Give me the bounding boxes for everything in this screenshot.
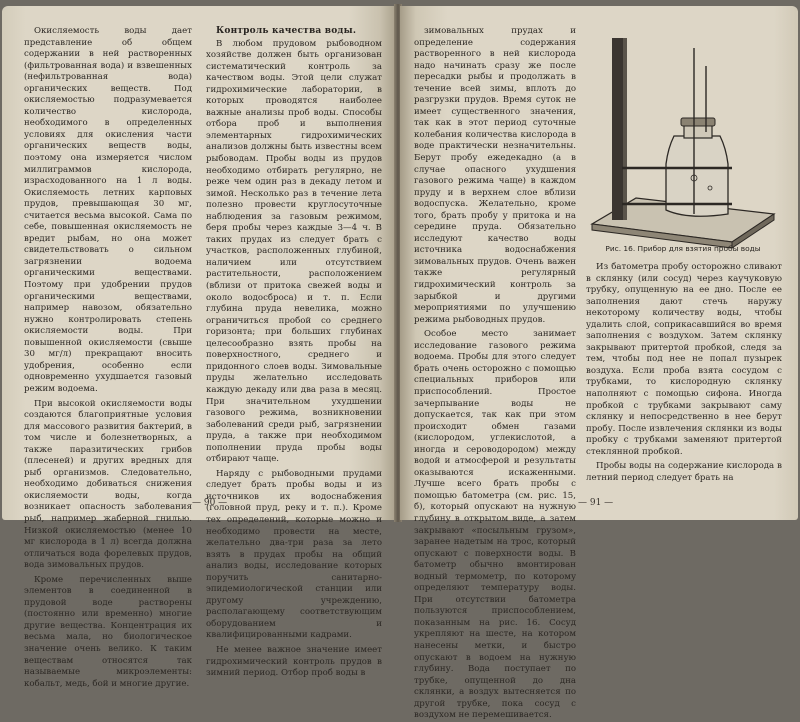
paragraph: Не менее важное значение имеет гидрохимический контроль прудов в зимний период. Отбор проб воды в: [206, 644, 382, 679]
stopper-icon: [681, 118, 715, 126]
right-page-column-1: [414, 26, 576, 722]
right-page: [400, 6, 798, 721]
paragraph: Кроме перечисленных выше элементов в соединенной в прудовой воде растворены (постоянно или временно) многие другие вещества. Концентрация их весьма мала, но биологическое значение очень велико. К таким веществам относятся так называемые микроэлементы: кобальт, медь, бой и многие другие.: [24, 574, 192, 689]
left-page-column-1: [24, 26, 192, 690]
paragraph: Пробы воды на содержание кислорода в летний период следует брать на: [586, 461, 782, 483]
paragraph: зимовальных прудах и определение содержания растворенного в ней кислорода надо начинать сразу же после пересадки рыбы и продолжать в течение всей зимы, вплоть до разгрузки прудов. Время суток не имеет существенного значения, так как в этот период суточные колебания количества кислорода в воде практически незначительны. Берут пробу ежедекадно (а в случае опасного ухудшения газового режима чаще) в каждом пруду и в верхнем слое вблизи водоспуска. Желательно, кроме того, брать пробу у притока и на середине пруда. Обязательно исследуют качество воды источника водоснабжения зимовальных прудов. Очень важен также регулярный гидрохимический контроль за зарыбкой и другими мероприятиями по улучшению режима рыбоводных прудов.: [414, 26, 576, 325]
left-page-column-2: [206, 26, 382, 680]
paragraph: При высокой окисляемости воды создаются благоприятные условия для массового развития бактерий, в том числе и болезнетворных, а также паразитических грибов (плесеней) и других вредных для рыб организмов. Следовательно, необходимо добиваться снижения окисляемости воды, когда возникает опасность заболевания рыб, например жаберной гнилью. Низкой окисляемостью (менее 10 мг кислорода в 1 л) всегда должна отличаться вода форелевых прудов, вода зимовальных прудов.: [24, 398, 192, 571]
paragraph: Из батометра пробу осторожно сливают в склянку (или сосуд) через каучуковую трубку, опущенную на ее дно. После ее заполнения дают стечь наружу некоторому количеству воды, чтобы удалить слой, соприкасавшийся во время заполнения с воздухом. Затем склянку закрывают притертой пробкой, следя за тем, чтобы под нее не попал пузырек воздуха. Если проба взята сосудом с трубками, то кислородную склянку наполняют с помощью сифона. Иногда пробкой с трубками закрывают саму склянку и непосредственно в нее берут пробу. После извлечения склянки из воды пробку с трубками заменяют притертой стеклянной пробкой.: [586, 262, 782, 457]
paragraph: Особое место занимает исследование газового режима водоема. Пробы для этого следует брать очень осторожно с помощью специальных приборов или приспособлений. Простое зачерпывание воды не допускается, так как при этом происходит обмен газами (кислородом, углекислотой, а иногда и сероводородом) между водой и атмосферой и результаты оказываются искаженными. Лучше всего брать пробы с помощью батометра (см. рис. 15, б), который опускают на нужную глубину в открытом виде, а затем закрывают «посыльным грузом», заранее надетым на трос, который опускают с поверхности воды. В батометр обычно вмонтирован водный термометр, по которому определяют температуру воды. При отсутствии батометра пользуются приспособлением, показанным на рис. 16. Сосуд укрепляют на шесте, на котором нанесены метки, и быстро опускают в водоем на нужную глубину. Вода поступает по трубке, опущенной до дна склянки, а воздух вытесняется по другой трубке, пока сосуд с воздухом не перемешивается.: [414, 329, 576, 721]
section-heading: Контроль качества воды.: [216, 26, 357, 36]
paragraph: Окисляемость воды дает представление об общем содержании в ней растворенных (фильтрованная вода) и взвешенных (нефильтрованная вода) органических веществ. Под окисляемостью подразумевается количество кислорода, необходимого в определенных условиях для окисления части органических веществ воды, поэтому она измеряется числом миллиграммов кислорода, израсходованного на 1 л воды. Окисляемость летних карповых прудов, превышающая 30 мг, считается весьма высокой. Сама по себе, повышенная окисляемость не вредит рыбам, но она может свидетельствовать о сильном загрязнении водоема органическими веществами. Поэтому при удобрении прудов органическими веществами, например навозом, обязательно нужно контролировать степень окисляемости воды. При повышенной окисляемости (свыше 30 мг/л) прекращают вносить удобрения, особенно если одновременно ухудшается газовый режим водоема.: [24, 26, 192, 394]
paragraph: Наряду с рыбоводными прудами следует брать пробы воды и из источников их водоснабжения (головной пруд, реку и т. п.). Кроме тех определений, которые можно и необходимо провести на месте, желательно два-три раза за лето взять в прудах пробы на общий анализ воды, исследование которых поручить санитарно-эпидемиологической станции или другому учреждению, располагающему соответствующим оборудованием и квалифицированными кадрами.: [206, 468, 382, 641]
left-page: [2, 6, 396, 689]
figure-caption: Рис. 16. Прибор для взятия пробы воды: [605, 244, 761, 253]
book-spread: [2, 0, 798, 721]
water-sampler-figure: [582, 28, 778, 250]
page-number: — 91 —: [578, 498, 614, 508]
figure-pole: [612, 38, 623, 220]
page-number: — 90 —: [192, 498, 228, 508]
right-page-column-2: [586, 262, 782, 484]
figure-pole-side: [623, 38, 627, 220]
paragraph: В любом прудовом рыбоводном хозяйстве должен быть организован систематический контроль за качеством воды. Этой цели служат гидрохимические лаборатории, в которых проводятся наиболее важные анализы проб воды. Способы отбора проб и выполнения элементарных гидрохимических анализов должны быть известны всем рыбоводам. Пробы воды из прудов необходимо отбирать регулярно, не реже чем один раз в декаду летом и зимой. Несколько раз в течение лета полезно провести круглосуточные наблюдения за газовым режимом, беря пробы через каждые 3—4 ч. В таких прудах из следует брать с участков, расположенных глубиной, наличием или отсутствием растительности, расположением (вблизи от притока свежей воды и около водосброса) и т. п. Если глубина пруда невелика, можно ограничиться пробой со среднего горизонта; при больших глубинах целесообразно взять пробы на поверхностного, среднего и придонного слоев воды. Зимовальные пруды желательно исследовать каждую декаду или два раза в месяц. При значительном ухудшении газового режима, возникновении заболеваний среди рыб, загрязнении пруда, а также при необходимом пополнении пруда пробы воды отбирают чаще.: [206, 38, 382, 465]
